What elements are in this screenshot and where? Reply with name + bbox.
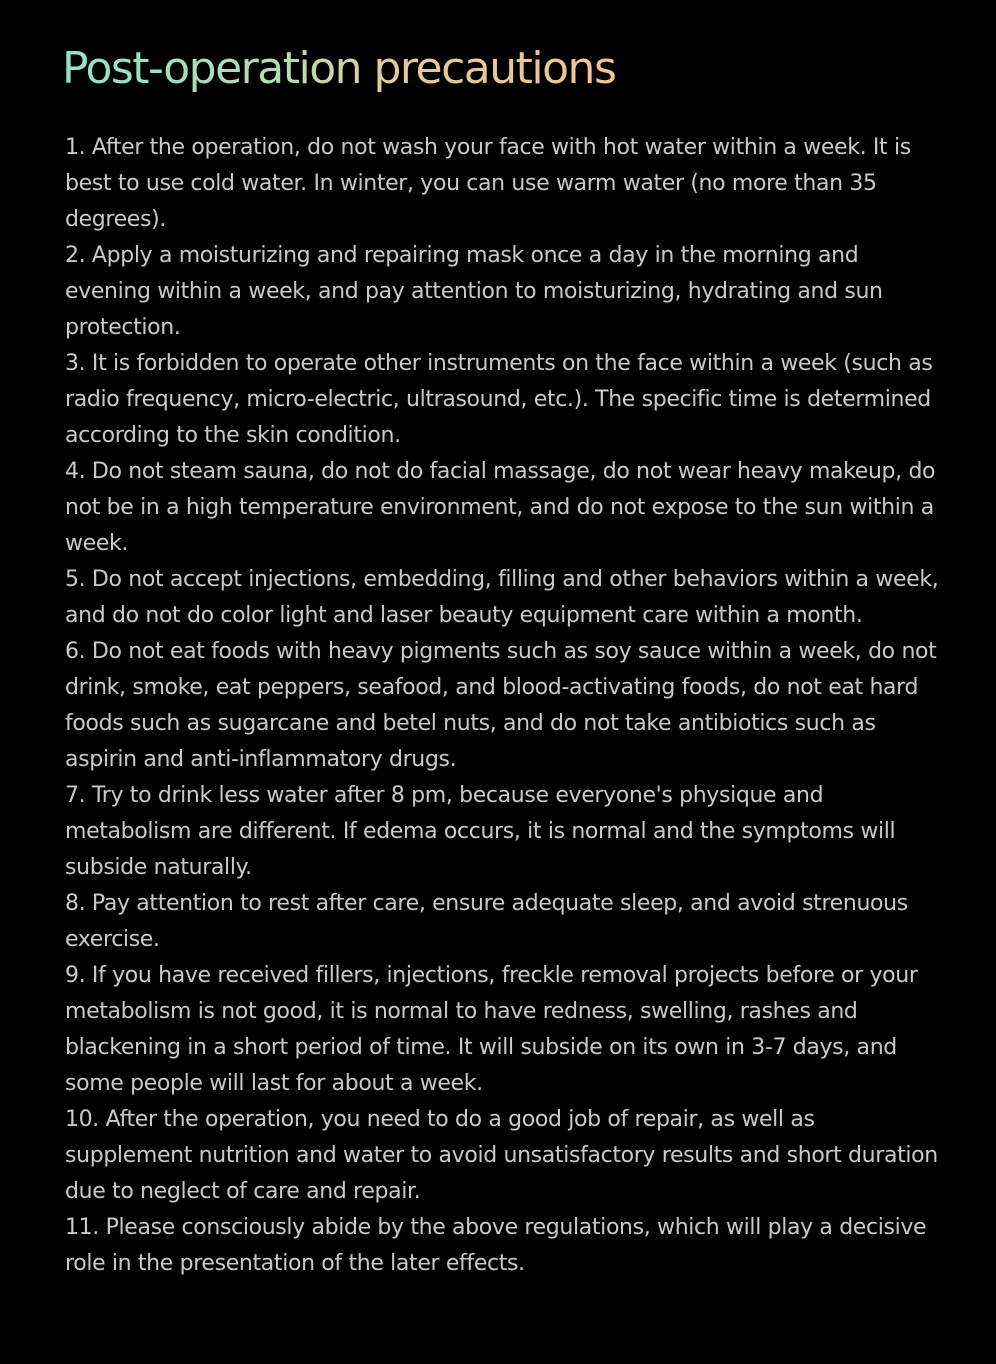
list-item: 7. Try to drink less water after 8 pm, because everyone's physique and metabolism are different. If edema occurs, it is normal and the symptoms will subside naturally.	[65, 783, 896, 880]
list-item: 10. After the operation, you need to do a good job of repair, as well as supplement nutrition and water to avoid unsatisfactory results and short duration due to neglect of care and repair.	[65, 1107, 938, 1204]
list-item: 8. Pay attention to rest after care, ensure adequate sleep, and avoid strenuous exercise.	[65, 891, 908, 952]
list-item: 3. It is forbidden to operate other instruments on the face within a week (such as radio frequency, micro-electric, ultrasound, etc.). The specific time is determined according to the skin condition.	[65, 351, 933, 448]
list-item: 1. After the operation, do not wash your face with hot water within a week. It is best to use cold water. In winter, you can use warm water (no more than 35 degrees).	[65, 135, 911, 232]
page-title: Post-operation precautions	[62, 38, 615, 100]
list-item: 11. Please consciously abide by the above regulations, which will play a decisive role in the presentation of the later effects.	[65, 1215, 927, 1276]
list-item: 5. Do not accept injections, embedding, filling and other behaviors within a week, and do not do color light and laser beauty equipment care within a month.	[65, 567, 939, 628]
list-item: 4. Do not steam sauna, do not do facial massage, do not wear heavy makeup, do not be in a high temperature environment, and do not expose to the sun within a week.	[65, 459, 936, 556]
list-item: 6. Do not eat foods with heavy pigments such as soy sauce within a week, do not drink, smoke, eat peppers, seafood, and blood-activating foods, do not eat hard foods such as sugarcane and betel nuts, and do not take antibiotics such as aspirin and anti-inflammatory drugs.	[65, 639, 937, 772]
precautions-list	[65, 130, 945, 1282]
list-item: 2. Apply a moisturizing and repairing mask once a day in the morning and evening within a week, and pay attention to moisturizing, hydrating and sun protection.	[65, 243, 883, 340]
list-item: 9. If you have received fillers, injections, freckle removal projects before or your metabolism is not good, it is normal to have redness, swelling, rashes and blackening in a short period of time. It will subside on its own in 3-7 days, and some people will last for about a week.	[65, 963, 918, 1096]
